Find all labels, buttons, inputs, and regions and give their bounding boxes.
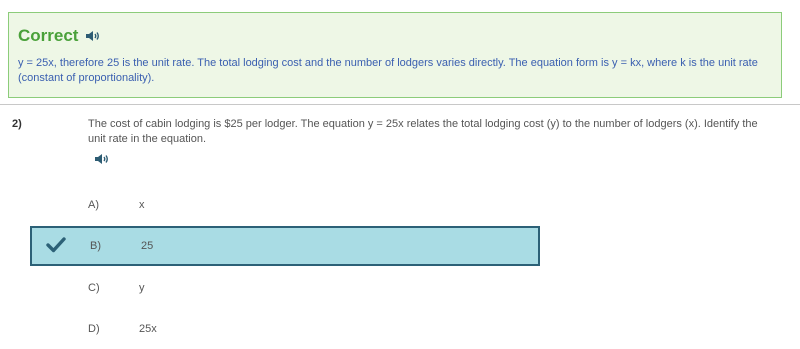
feedback-title: Correct bbox=[18, 26, 79, 45]
choice-letter: D) bbox=[88, 323, 100, 335]
choice-value: 25x bbox=[139, 323, 157, 335]
choice-letter: C) bbox=[88, 282, 100, 294]
speaker-icon[interactable] bbox=[94, 152, 110, 170]
answer-choice-d[interactable] bbox=[30, 309, 540, 349]
choice-letter: B) bbox=[90, 240, 101, 252]
section-divider bbox=[0, 104, 800, 105]
feedback-explanation: y = 25x, therefore 25 is the unit rate. The total lodging cost and the number of lodgers varies directly. The equation form is y = kx, where k is the unit rate (constant of proportionality). bbox=[18, 57, 758, 84]
feedback-header bbox=[18, 26, 101, 46]
answer-choice-a[interactable] bbox=[30, 185, 540, 225]
choice-letter: A) bbox=[88, 199, 99, 211]
feedback-panel bbox=[8, 12, 782, 98]
question-number: 2) bbox=[12, 118, 22, 130]
question-text: The cost of cabin lodging is $25 per lodger. The equation y = 25x relates the total lodging cost (y) to the number of lodgers (x). Identify the unit rate in the equation. bbox=[88, 118, 758, 145]
checkmark-icon bbox=[46, 237, 66, 256]
answer-choice-c[interactable] bbox=[30, 268, 540, 308]
answer-choice-b[interactable] bbox=[30, 226, 540, 266]
choice-value: 25 bbox=[141, 240, 154, 252]
choice-value: y bbox=[139, 282, 145, 294]
choice-value: x bbox=[139, 199, 145, 211]
speaker-icon[interactable] bbox=[85, 30, 101, 42]
